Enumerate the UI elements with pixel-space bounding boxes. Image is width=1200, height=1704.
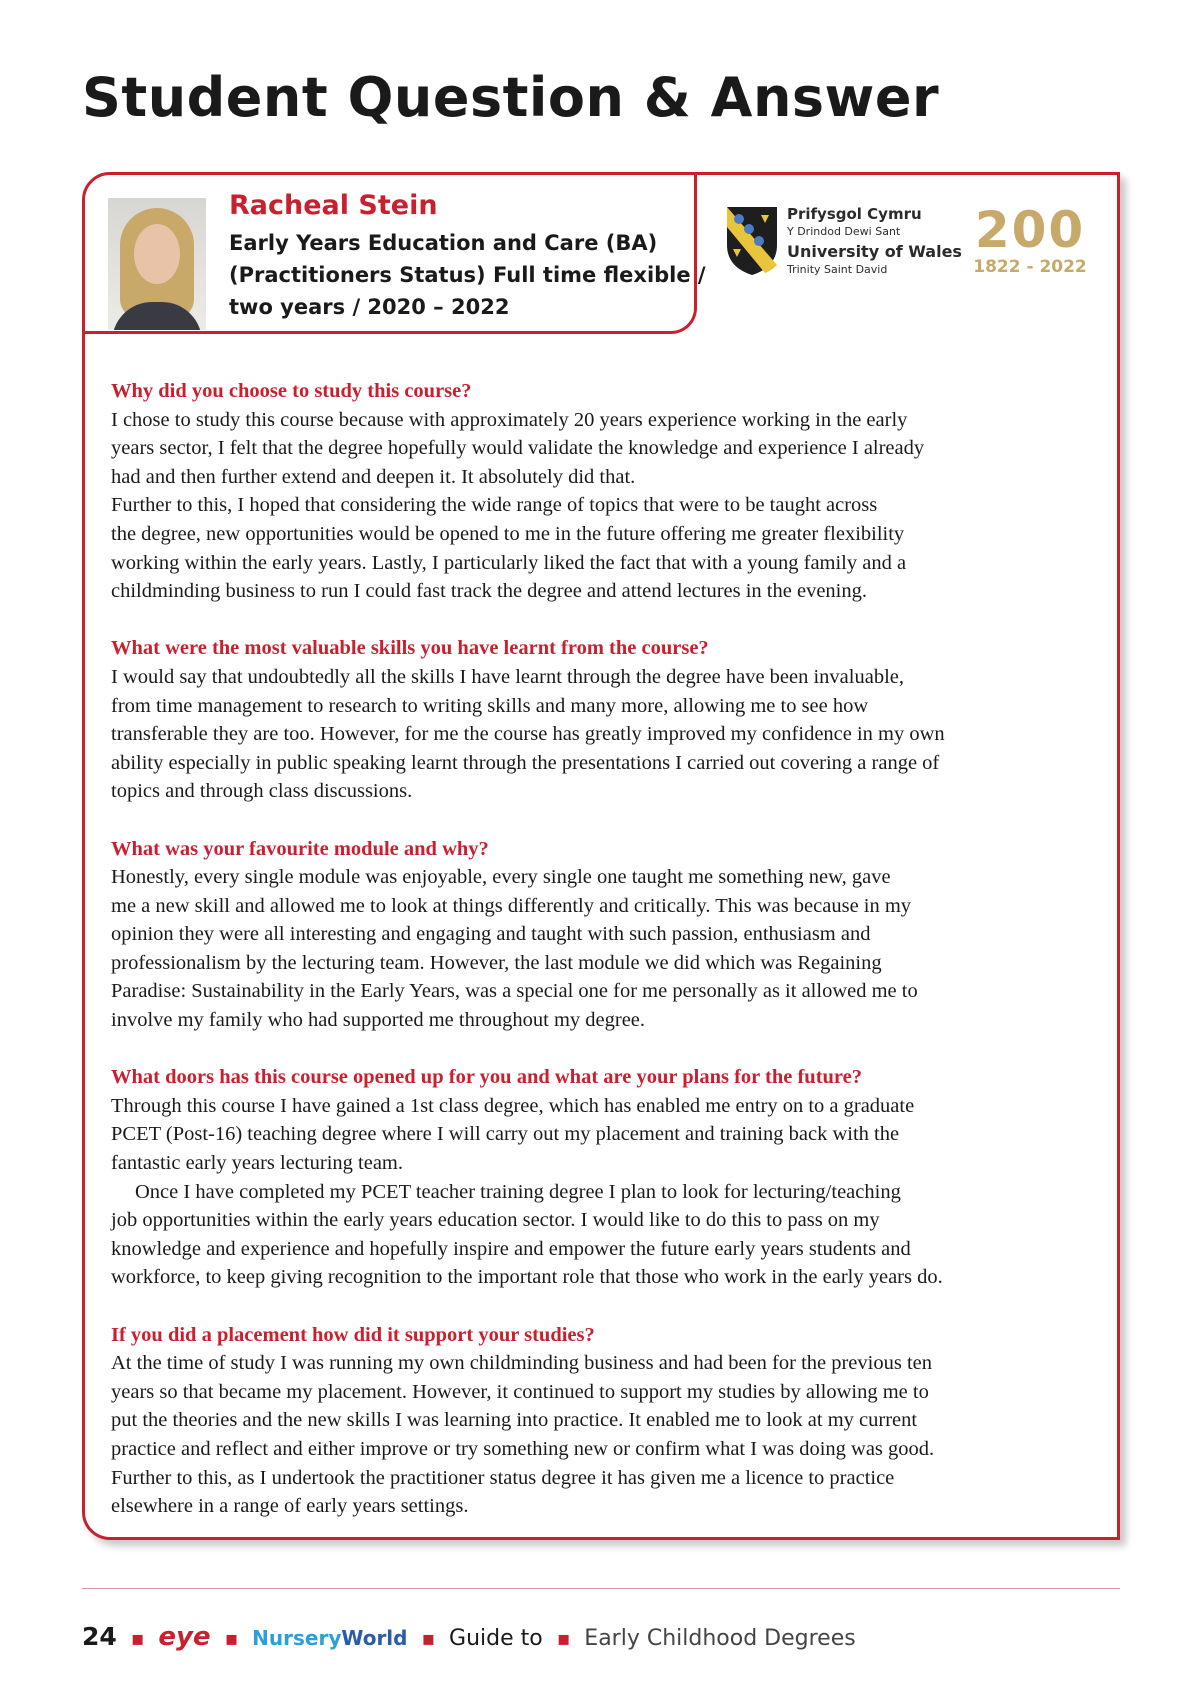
separator-dot: ▪	[556, 1626, 571, 1650]
answer-line: Further to this, as I undertook the practitioner status degree it has given me a licence to practice	[111, 1466, 895, 1489]
footer	[82, 1622, 856, 1652]
answer-line: transferable they are too. However, for me the course has greatly improved my confidence in my own	[111, 723, 945, 746]
course-line: Early Years Education and Care (BA)	[229, 231, 658, 255]
course-details	[229, 227, 706, 323]
answer-line: the degree, new opportunities would be opened to me in the future offering me greater flexibility	[111, 522, 905, 545]
answer-line: Paradise: Sustainability in the Early Years, was a special one for me personally as it allowed me to	[111, 980, 918, 1003]
qa-item	[111, 1321, 1101, 1521]
question: Why did you choose to study this course?	[111, 380, 472, 402]
separator-dot: ▪	[224, 1626, 239, 1650]
separator-dot: ▪	[421, 1626, 436, 1650]
anniversary-number: 200	[974, 201, 1086, 259]
answer-line: opinion they were all interesting and engaging and taught with such passion, enthusiasm and	[111, 923, 871, 946]
brand-nursery: Nursery	[252, 1626, 342, 1650]
answer-line: practice and reflect and either improve or try something new or confirm what I was doing was good.	[111, 1437, 935, 1460]
course-line: (Practitioners Status) Full time flexible /	[229, 263, 706, 287]
student-name: Racheal Stein	[229, 190, 438, 221]
answer-line: workforce, to keep giving recognition to the important role that those who work in the early years do.	[111, 1266, 943, 1289]
answer-line: involve my family who had supported me throughout my degree.	[111, 1009, 646, 1032]
qa-item	[111, 835, 1101, 1035]
answer-line: fantastic early years lecturing team.	[111, 1152, 403, 1175]
university-welsh-name: Prifysgol Cymru	[787, 205, 922, 223]
section-title: Early Childhood Degrees	[584, 1626, 856, 1651]
answer-line: from time management to research to writing skills and many more, allowing me to see how	[111, 694, 869, 717]
answer-line: Once I have completed my PCET teacher training degree I plan to look for lecturing/teaching	[135, 1180, 901, 1203]
answer-line: ability especially in public speaking learnt through the presentations I carried out covering a range of	[111, 751, 940, 774]
brand-world: World	[341, 1626, 408, 1650]
question: What doors has this course opened up for you and what are your plans for the future?	[111, 1066, 863, 1089]
answer-line: years sector, I felt that the degree hopefully would validate the knowledge and experience I already	[111, 437, 925, 460]
brand-eye-logo: eye	[158, 1622, 211, 1652]
question: What were the most valuable skills you have learnt from the course?	[111, 637, 709, 660]
answer-line: years so that became my placement. However, it continued to support my studies by allowing me to	[111, 1380, 929, 1403]
university-english-sub: Trinity Saint David	[787, 263, 888, 276]
answer-line: Through this course I have gained a 1st class degree, which has enabled me entry on to a graduate	[111, 1094, 915, 1117]
university-logo	[725, 205, 962, 285]
student-photo	[108, 198, 206, 330]
shield-icon	[725, 205, 779, 277]
answer-line: Honestly, every single module was enjoyable, every single one taught me something new, gave	[111, 866, 891, 889]
university-welsh-sub: Y Drindod Dewi Sant	[787, 225, 901, 238]
course-line: two years / 2020 – 2022	[229, 295, 510, 319]
qa-card	[82, 172, 1120, 1540]
answer-line: I chose to study this course because with approximately 20 years experience working in the early	[111, 408, 908, 431]
answer-line: knowledge and experience and hopefully inspire and empower the future early years students and	[111, 1237, 911, 1260]
answer-line: Further to this, I hoped that considering the wide range of topics that were to be taught across	[111, 494, 878, 517]
answer-line: professionalism by the lecturing team. However, the last module we did which was Regaining	[111, 951, 882, 974]
separator-dot: ▪	[130, 1626, 145, 1650]
answer-line: childminding business to run I could fast track the degree and attend lectures in the evening.	[111, 580, 867, 603]
footer-divider	[82, 1588, 1120, 1589]
answer-line: elsewhere in a range of early years settings.	[111, 1495, 469, 1518]
answer-line: job opportunities within the early years education sector. I would like to do this to pass on my	[111, 1209, 880, 1232]
answer-line: I would say that undoubtedly all the skills I have learnt through the degree have been invaluable,	[111, 665, 904, 688]
answer-line: topics and through class discussions.	[111, 780, 413, 803]
profile-box	[82, 172, 706, 334]
university-english-name: University of Wales	[787, 242, 962, 261]
answer-line: put the theories and the new skills I was learning into practice. It enabled me to look at my current	[111, 1409, 918, 1432]
qa-item	[111, 377, 1101, 606]
answer-line: me a new skill and allowed me to look at things differently and critically. This was because in my	[111, 894, 912, 917]
page-title: Student Question & Answer	[82, 66, 940, 129]
anniversary-logo	[965, 203, 1095, 283]
qa-item	[111, 634, 1101, 806]
question: What was your favourite module and why?	[111, 837, 489, 860]
answer-line: At the time of study I was running my own childminding business and had been for the previous ten	[111, 1352, 933, 1375]
answer-line: PCET (Post-16) teaching degree where I will carry out my placement and training back with the	[111, 1123, 900, 1146]
qa-list	[111, 377, 1101, 1549]
question: If you did a placement how did it support your studies?	[111, 1323, 595, 1346]
anniversary-years: 1822 - 2022	[973, 257, 1087, 277]
page-number: 24	[82, 1622, 117, 1651]
qa-item	[111, 1063, 1101, 1292]
answer-line: working within the early years. Lastly, I particularly liked the fact that with a young family and a	[111, 551, 907, 574]
brand-nursery-world-logo	[252, 1626, 407, 1651]
answer-line: had and then further extend and deepen it. It absolutely did that.	[111, 465, 636, 488]
guide-label: Guide to	[449, 1626, 543, 1651]
